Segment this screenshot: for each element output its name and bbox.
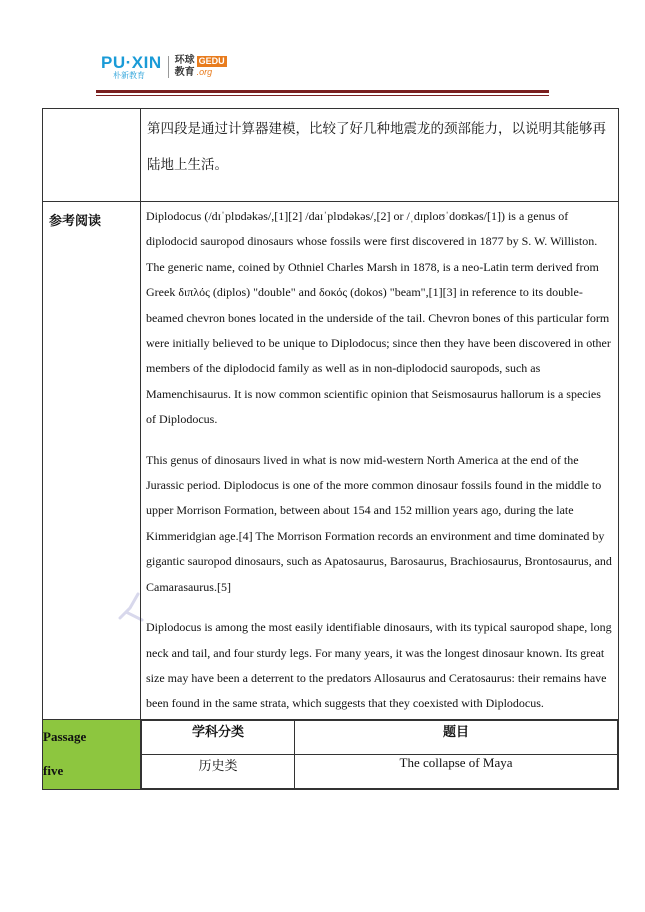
header-rule-thick [96,90,549,93]
passage-table [42,108,619,790]
title-header: 题目 [295,720,618,754]
logo-partner: 环球 [174,55,195,66]
logo-brand-sub: 朴新教育 [113,70,145,80]
reference-cell [141,202,619,720]
company-logo [101,54,227,80]
passage-row [43,719,619,789]
title-value: The collapse of Maya [295,754,618,788]
summary-text: 第四段是通过计算器建模，比较了好几种地震龙的颈部能力，以说明其能够再陆地上生活。 [147,121,606,173]
logo-brand: PU·XIN [101,52,162,72]
header-rule-thin [96,95,549,96]
category-value: 历史类 [142,754,295,788]
passage-label-line1: Passage [43,728,87,744]
logo-gedu: GEDU [198,56,225,66]
logo-partner-sub: 教育 [174,67,195,78]
summary-cell [141,109,619,202]
logo-org: .org [196,67,213,77]
passage-label-line2: five [43,762,64,778]
logo-divider [168,56,169,78]
reference-paragraph-3: Diplodocus is among the most easily identifiable dinosaurs, with its typical sauropod shape, long neck and tail, and four sturdy legs. For many years, it was the longest dinosaur known. Its great size may have been a deterrent to the predators Allosaurus and Ceratosaurus: their remains have been found in the same strata, which suggests that they coexisted with Diplodocus. [146,620,612,711]
passage-info-table [141,720,618,789]
passage-info-cell [141,719,619,789]
reference-text [141,202,618,719]
category-header: 学科分类 [142,720,295,754]
passage-label-cell [43,719,141,789]
reference-paragraph-1: Diplodocus (/dɪˈplɒdəkəs/,[1][2] /daɪˈplɒdəkəs/,[2] or /ˌdɪploʊˈdoʊkəs/[1]) is a genus of diplodocid sauropod dinosaurs whose fossils were first discovered in 1877 by S. W. Williston. The generic name, coined by Othniel Charles Marsh in 1878, is a neo-Latin term derived from Greek διπλός (diplos) "double" and δοκός (dokos) "beam",[1][3] in reference to its double-beamed chevron bones located in the underside of the tail. Chevron bones of this particular form were initially believed to be unique to Diplodocus; since then they have been discovered in other members of the diplodocid family as well as in non-diplodocid sauropods, such as Mamenchisaurus. It is now common scientific opinion that Seismosaurus hallorum is a species of Diplodocus. [146,209,611,427]
reference-label: 参考阅读 [49,214,102,229]
summary-label-cell [43,109,141,202]
reference-row [43,202,619,720]
page-header [0,0,645,100]
reference-label-cell [43,202,141,720]
reference-paragraph-2: This genus of dinosaurs lived in what is now mid-western North America at the end of the Jurassic period. Diplodocus is one of the more common dinosaur fossils found in the middle to upper Morrison Formation, between about 154 and 152 million years ago, during the late Kimmeridgian age.[4] The Morrison Formation records an environment and time dominated by gigantic sauropod dinosaurs, such as Apatosaurus, Barosaurus, Brachiosaurus, Brontosaurus, and Camarasaurus.[5] [146,452,612,594]
summary-row [43,109,619,202]
